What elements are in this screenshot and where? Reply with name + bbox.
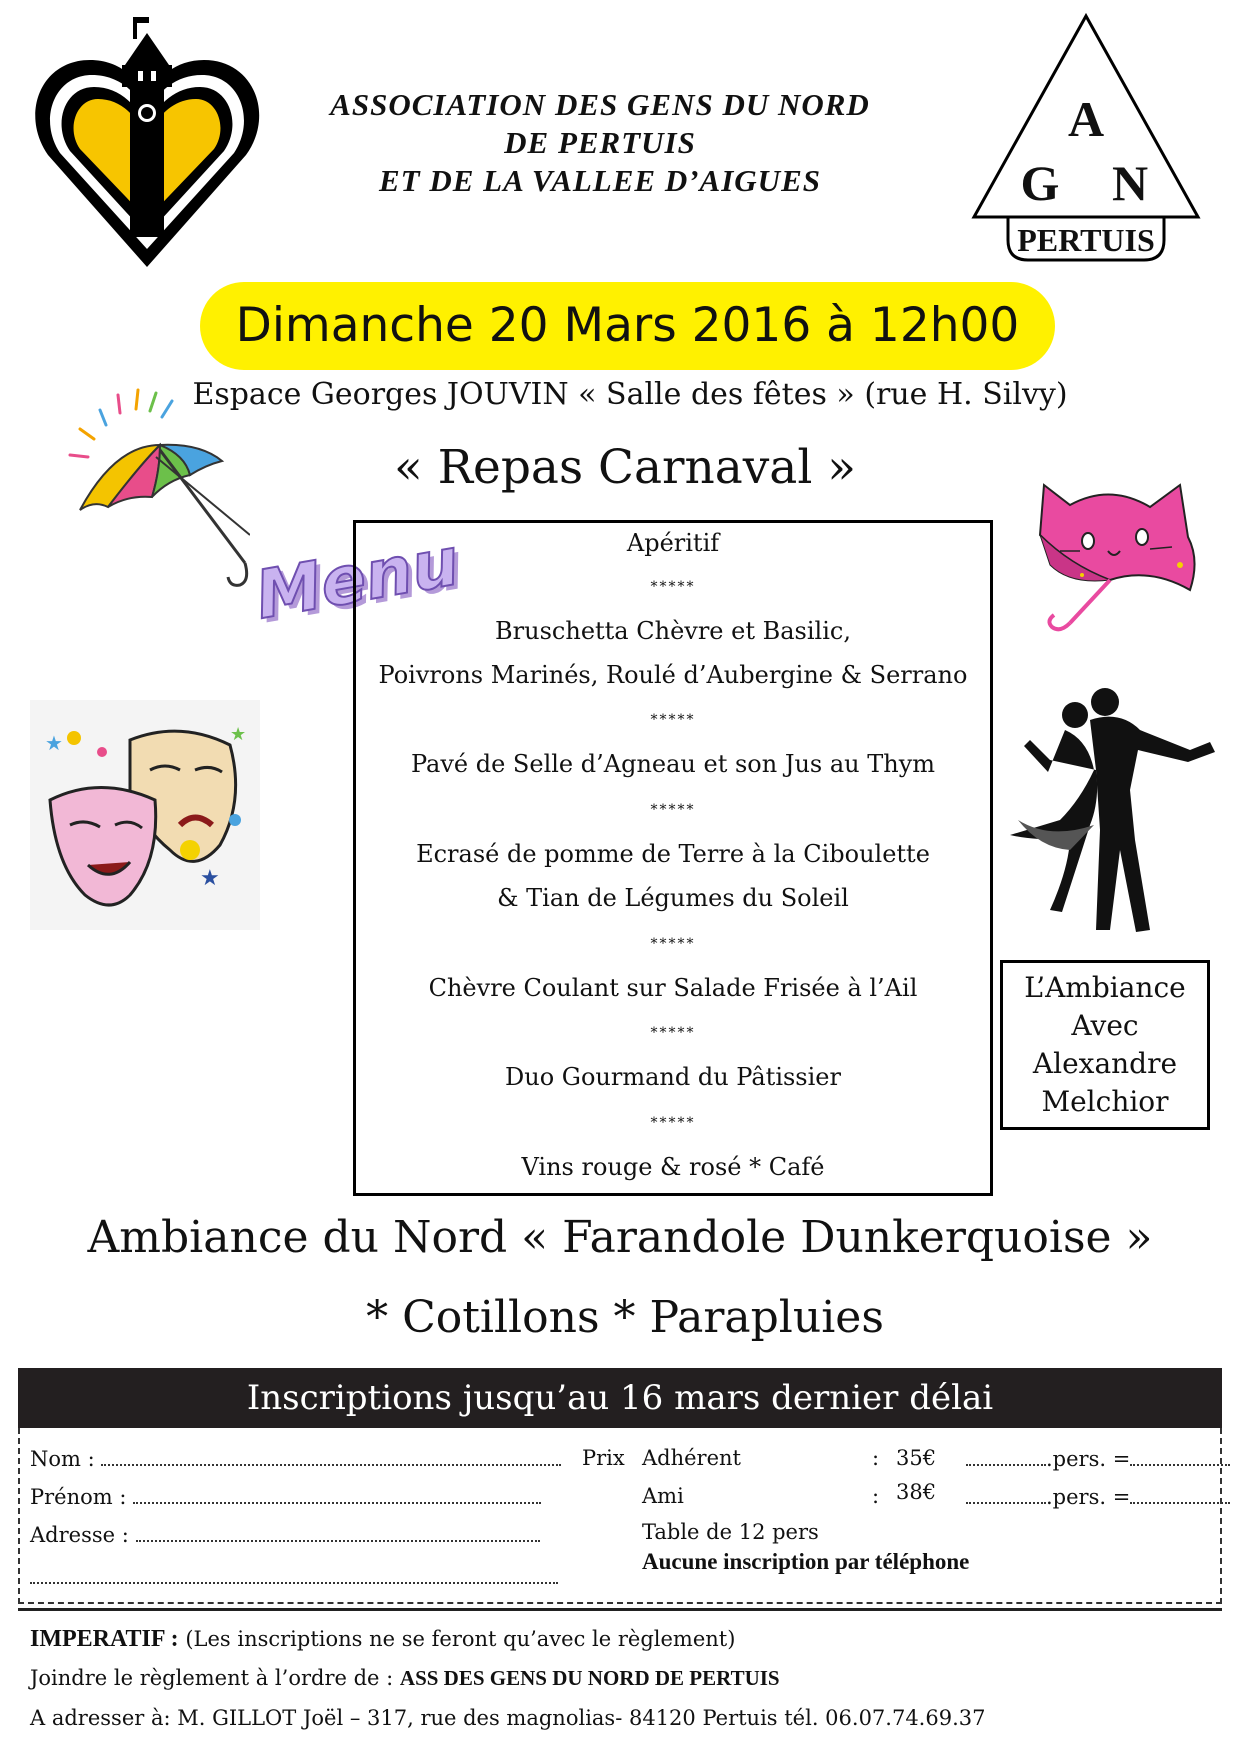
- nom-field[interactable]: [30, 1446, 561, 1471]
- imperatif-note: (Les inscriptions ne se feront qu’avec le règlement): [185, 1627, 736, 1651]
- prenom-blank[interactable]: [133, 1484, 541, 1504]
- adherent-colon: :: [872, 1446, 880, 1470]
- ami-count-blank[interactable]: [966, 1484, 1046, 1504]
- adherent-price: 35€: [896, 1446, 937, 1470]
- inscriptions-banner: Inscriptions jusqu’au 16 mars dernier délai: [18, 1368, 1222, 1428]
- adherent-count-blank[interactable]: [966, 1446, 1046, 1466]
- menu-separator: *****: [650, 936, 696, 952]
- adherent-count-field[interactable]: [966, 1446, 1230, 1471]
- menu-item: Bruschetta Chèvre et Basilic,: [495, 617, 851, 645]
- dancers-silhouette-icon: [1010, 680, 1230, 940]
- adresse-field[interactable]: [30, 1522, 540, 1547]
- ambiance-box-line: Melchior: [1041, 1085, 1169, 1118]
- menu-item: Chèvre Coulant sur Salade Frisée à l’Ail: [428, 974, 918, 1002]
- association-title: [300, 86, 900, 200]
- menu-item: Poivrons Marinés, Roulé d’Aubergine & Serrano: [378, 661, 968, 689]
- imperatif-line: [30, 1626, 735, 1653]
- menu-separator: *****: [650, 1115, 696, 1131]
- date-banner: Dimanche 20 Mars 2016 à 12h00: [200, 282, 1055, 370]
- ambiance-box: [1000, 960, 1210, 1130]
- address-line: A adresser à: M. GILLOT Joël – 317, rue des magnolias- 84120 Pertuis tél. 06.07.74.69.37: [30, 1706, 986, 1730]
- svg-text:★: ★: [230, 724, 247, 745]
- prix-label: Prix: [582, 1446, 625, 1470]
- menu-item: Apéritif: [626, 529, 720, 557]
- association-line-2: DE PERTUIS: [504, 125, 696, 160]
- adresse-blank[interactable]: [136, 1522, 540, 1542]
- association-line-1: ASSOCIATION DES GENS DU NORD: [330, 87, 870, 122]
- table-note: Table de 12 pers: [642, 1520, 819, 1544]
- svg-text:★: ★: [200, 866, 220, 891]
- menu-item: Pavé de Selle d’Agneau et son Jus au Thym: [410, 750, 936, 778]
- logo-city: PERTUIS: [1017, 222, 1155, 258]
- order-line: [30, 1666, 780, 1691]
- menu-item: Duo Gourmand du Pâtissier: [505, 1063, 841, 1091]
- ambiance-box-line: L’Ambiance: [1024, 971, 1186, 1004]
- ami-label: Ami: [642, 1484, 684, 1508]
- ambiance-box-line: Alexandre: [1032, 1047, 1178, 1080]
- imperatif-divider: [18, 1608, 1222, 1611]
- logo-letter-n: N: [1111, 155, 1149, 211]
- adherent-label: Adhérent: [642, 1446, 741, 1470]
- menu-item: Vins rouge & rosé * Café: [521, 1153, 825, 1181]
- theatre-masks-icon: [30, 700, 260, 930]
- cotillons-line: * Cotillons * Parapluies: [366, 1292, 884, 1343]
- ami-total-blank[interactable]: [1130, 1484, 1230, 1504]
- menu-item: & Tian de Légumes du Soleil: [497, 884, 849, 912]
- menu-separator: *****: [650, 1025, 696, 1041]
- order-name: ASS DES GENS DU NORD DE PERTUIS: [399, 1666, 780, 1690]
- nom-blank[interactable]: [101, 1446, 561, 1466]
- imperatif-label: IMPERATIF :: [30, 1626, 179, 1652]
- ami-pers-label: .pers. =: [1046, 1485, 1131, 1509]
- menu-separator: *****: [650, 712, 696, 728]
- adherent-pers-label: .pers. =: [1046, 1447, 1131, 1471]
- event-title: « Repas Carnaval »: [393, 440, 857, 495]
- ami-count-field[interactable]: [966, 1484, 1230, 1509]
- phone-note: Aucune inscription par téléphone: [642, 1549, 970, 1574]
- menu-box: [353, 520, 993, 1196]
- ambiance-box-line: Avec: [1071, 1009, 1139, 1042]
- menu-item: Ecrasé de pomme de Terre à la Ciboulette: [416, 840, 930, 868]
- menu-separator: *****: [650, 802, 696, 818]
- association-line-3: ET DE LA VALLEE D’AIGUES: [378, 163, 821, 198]
- ami-colon: :: [872, 1484, 880, 1508]
- ami-price: 38€: [896, 1480, 937, 1504]
- logo-letter-a: A: [1067, 91, 1105, 147]
- adresse-label: Adresse :: [30, 1523, 129, 1547]
- svg-text:★: ★: [45, 731, 63, 755]
- adresse-blank-line-2[interactable]: [30, 1582, 558, 1584]
- cat-umbrella-icon: [1030, 455, 1220, 640]
- ambiance-line: Ambiance du Nord « Farandole Dunkerquoise »: [87, 1212, 1153, 1263]
- logo-letter-g: G: [1020, 155, 1060, 211]
- order-prefix: Joindre le règlement à l’ordre de :: [30, 1666, 394, 1690]
- prenom-field[interactable]: [30, 1484, 541, 1509]
- adherent-total-blank[interactable]: [1130, 1446, 1230, 1466]
- menu-separator: *****: [650, 579, 696, 595]
- venue-line: Espace Georges JOUVIN « Salle des fêtes » (rue H. Silvy): [192, 377, 1068, 412]
- prenom-label: Prénom :: [30, 1485, 127, 1509]
- belfry-heart-logo: [30, 5, 265, 275]
- rainbow-umbrella-icon: [60, 385, 250, 595]
- agn-pertuis-logo: [968, 12, 1204, 267]
- menu-heading: Menu: [249, 522, 465, 635]
- nom-label: Nom :: [30, 1447, 95, 1471]
